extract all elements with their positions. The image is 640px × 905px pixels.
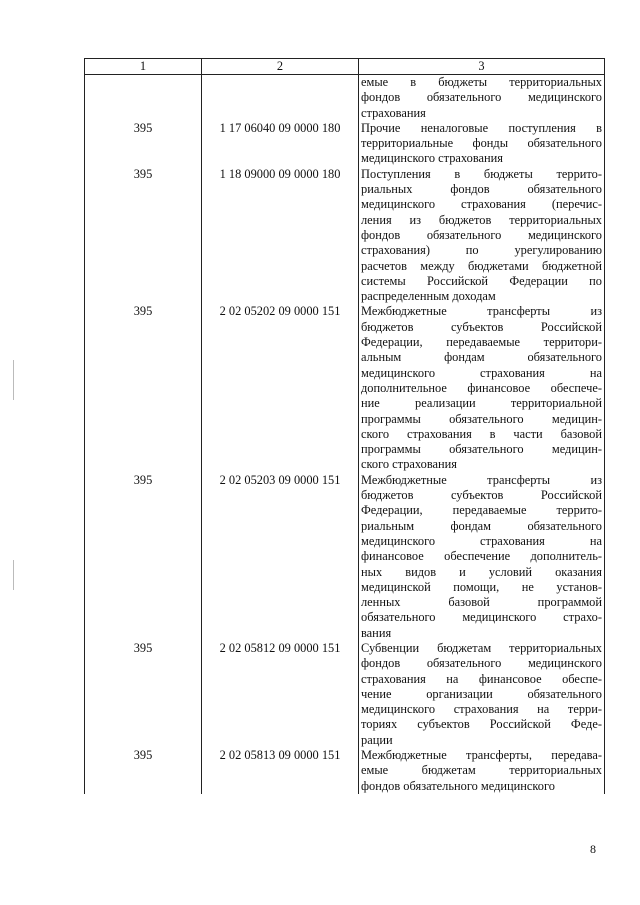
- table-row: [85, 121, 605, 167]
- table-row: [85, 473, 605, 641]
- description-line: Межбюджетные трансферты из: [361, 472, 602, 487]
- description-line: территориальные фонды обязательного: [361, 136, 602, 151]
- admin-code-cell: 395: [85, 167, 202, 305]
- budget-classification-code-cell: 2 02 05812 09 0000 151: [202, 641, 359, 748]
- revenue-description-cell: [359, 304, 605, 472]
- table-row: [85, 748, 605, 794]
- scan-margin-mark: [13, 360, 14, 400]
- admin-code-cell: 395: [85, 748, 202, 794]
- description-line: ленных базовой программой: [361, 595, 602, 610]
- description-line: риальных фондов обязательного: [361, 182, 602, 197]
- budget-codes-table: [84, 58, 605, 794]
- description-line: распределенным доходам: [361, 289, 496, 304]
- budget-classification-code-cell: 2 02 05813 09 0000 151: [202, 748, 359, 794]
- description-line: страхования) по урегулированию: [361, 243, 602, 258]
- description-line: медицинского страхования (перечис-: [361, 197, 602, 212]
- description-line: риальным фондам обязательного: [361, 518, 602, 533]
- description-line: фондов обязательного медицинского: [361, 90, 602, 105]
- description-line: фондов обязательного медицинского: [361, 227, 602, 242]
- description-line: медицинского страхования на: [361, 365, 602, 380]
- description-line: ние реализации территориальной: [361, 396, 602, 411]
- description-line: фондов обязательного медицинского: [361, 778, 555, 793]
- description-line: страхования: [361, 105, 426, 120]
- table-row: [85, 641, 605, 748]
- description-line: Межбюджетные трансферты из: [361, 304, 602, 319]
- page-number: 8: [590, 842, 596, 856]
- admin-code-cell: 395: [85, 473, 202, 641]
- description-line: медицинского страхования: [361, 151, 503, 166]
- table-row: [85, 304, 605, 472]
- description-line: чение организации обязательного: [361, 686, 602, 701]
- description-line: ториях субъектов Российской Феде-: [361, 717, 602, 732]
- description-line: дополнительное финансовое обеспече-: [361, 380, 602, 395]
- description-line: ления из бюджетов территориальных: [361, 212, 602, 227]
- table-header-row: [85, 59, 605, 75]
- description-line: медицинского страхования на: [361, 533, 602, 548]
- revenue-description-cell: [359, 121, 605, 167]
- revenue-description-cell: [359, 748, 605, 794]
- budget-classification-code-cell: 2 02 05203 09 0000 151: [202, 473, 359, 641]
- revenue-description-cell: [359, 75, 605, 121]
- description-line: страхования на финансовое обеспе-: [361, 671, 602, 686]
- header-col-3: 3: [359, 59, 605, 75]
- admin-code-cell: 395: [85, 641, 202, 748]
- header-col-2: 2: [202, 59, 359, 75]
- description-line: расчетов между бюджетами бюджетной: [361, 258, 602, 273]
- description-line: Субвенции бюджетам территориальных: [361, 640, 602, 655]
- description-line: обязательного медицинского страхо-: [361, 610, 602, 625]
- description-line: бюджетов субъектов Российской: [361, 488, 602, 503]
- table-row: [85, 75, 605, 121]
- revenue-description-cell: [359, 167, 605, 305]
- description-line: фондов обязательного медицинского: [361, 656, 602, 671]
- description-line: ных видов и условий оказания: [361, 564, 602, 579]
- description-line: финансовое обеспечение дополнитель-: [361, 549, 602, 564]
- revenue-description-cell: [359, 641, 605, 748]
- description-line: Поступления в бюджеты террито-: [361, 166, 602, 181]
- description-line: емые в бюджеты территориальных: [361, 75, 602, 89]
- description-line: Федерации, передаваемые территори-: [361, 335, 602, 350]
- description-line: программы обязательного медицин-: [361, 442, 602, 457]
- description-line: ского страхования в части базовой: [361, 426, 602, 441]
- description-line: Прочие неналоговые поступления в: [361, 120, 602, 135]
- description-line: медицинского страхования на терри-: [361, 702, 602, 717]
- description-line: бюджетов субъектов Российской: [361, 319, 602, 334]
- description-line: рации: [361, 732, 393, 747]
- description-line: медицинской помощи, не установ-: [361, 579, 602, 594]
- admin-code-cell: [85, 75, 202, 121]
- header-col-1: 1: [85, 59, 202, 75]
- description-line: программы обязательного медицин-: [361, 411, 602, 426]
- description-line: вания: [361, 625, 392, 640]
- description-line: Межбюджетные трансферты, передава-: [361, 748, 602, 763]
- budget-classification-code-cell: [202, 75, 359, 121]
- table-body: [85, 75, 605, 794]
- description-line: системы Российской Федерации по: [361, 273, 602, 288]
- budget-classification-code-cell: 1 18 09000 09 0000 180: [202, 167, 359, 305]
- budget-classification-code-cell: 1 17 06040 09 0000 180: [202, 121, 359, 167]
- revenue-description-cell: [359, 473, 605, 641]
- scan-margin-mark: [13, 560, 14, 590]
- table-row: [85, 167, 605, 305]
- description-line: альным фондам обязательного: [361, 350, 602, 365]
- admin-code-cell: 395: [85, 304, 202, 472]
- description-line: емые бюджетам территориальных: [361, 763, 602, 778]
- description-line: ского страхования: [361, 457, 457, 472]
- admin-code-cell: 395: [85, 121, 202, 167]
- description-line: Федерации, передаваемые террито-: [361, 503, 602, 518]
- budget-classification-code-cell: 2 02 05202 09 0000 151: [202, 304, 359, 472]
